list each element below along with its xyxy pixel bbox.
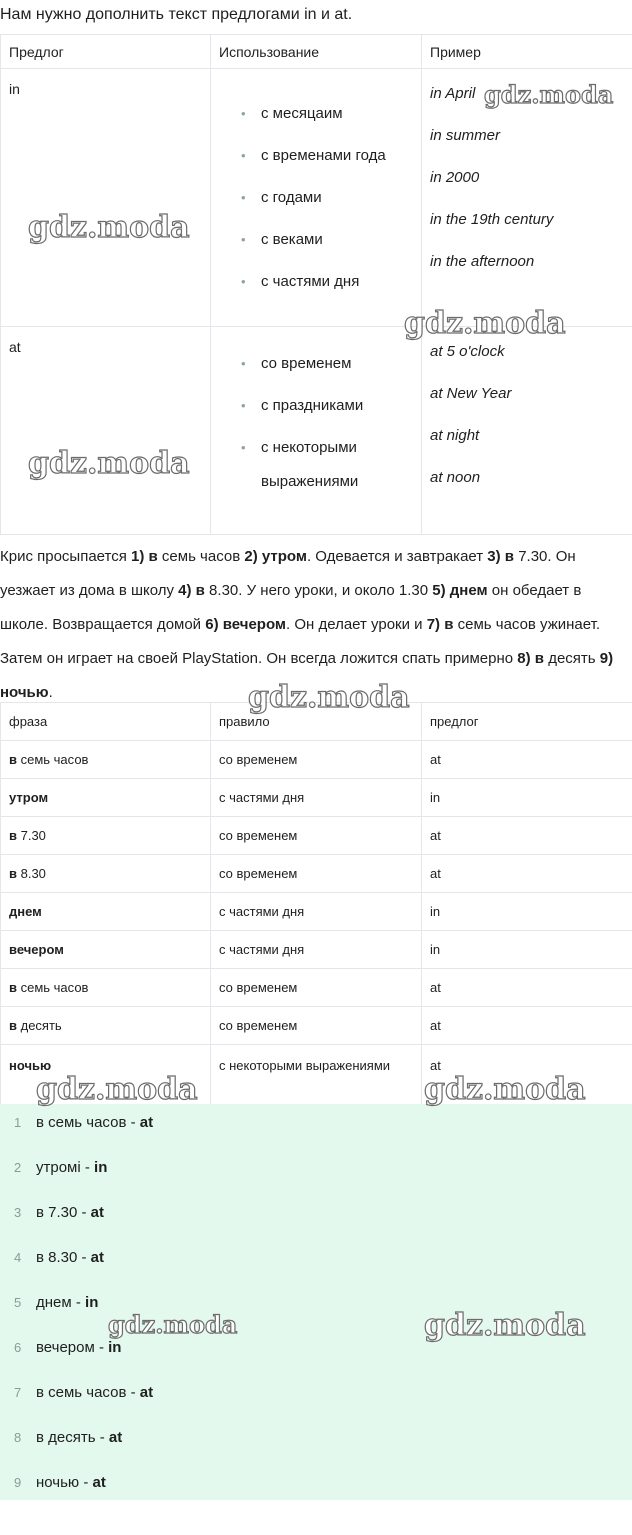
prep-cell: at (422, 1007, 632, 1045)
usage-cell (211, 327, 422, 535)
prep-cell: at (422, 741, 632, 779)
item-number: 1 (14, 1115, 22, 1130)
example-list (430, 327, 624, 509)
header-preposition: Предлог (1, 35, 211, 69)
phrase-bold: днем (9, 904, 42, 919)
list-item: • с некоторыми выражениями (241, 431, 413, 503)
item-number: 3 (14, 1205, 22, 1220)
answer-text (36, 1194, 104, 1232)
paragraph-text: 8.30. У него уроки, и около 1.30 (204, 582, 433, 599)
list-item (0, 1149, 632, 1194)
example-item: in summer (430, 127, 501, 144)
answer-phrase: в семь часов - (36, 1384, 140, 1401)
item-number: 7 (14, 1385, 22, 1400)
answer-marker: 9) ночью (0, 650, 614, 701)
phrase-cell (1, 817, 211, 855)
answer-preposition: at (139, 1114, 154, 1131)
answer-phrase: в 7.30 - (36, 1204, 91, 1221)
phrase-cell (1, 855, 211, 893)
answer-preposition: in (94, 1159, 108, 1176)
phrase-cell (1, 741, 211, 779)
answer-text (36, 1464, 106, 1502)
phrase-cell (1, 779, 211, 817)
example-item: at 5 o'clock (430, 343, 505, 360)
watermark: gdz.moda (28, 210, 190, 245)
rule-cell: с частями дня (211, 893, 422, 931)
answer-preposition: at (90, 1204, 105, 1221)
table-row (1, 779, 632, 817)
rule-cell: с частями дня (211, 931, 422, 969)
phrase-bold: ночью (9, 1058, 52, 1073)
table-row (1, 931, 632, 969)
answer-text (36, 1149, 107, 1187)
example-item: in the afternoon (430, 253, 535, 270)
rule-cell: со временем (211, 855, 422, 893)
watermark: gdz.moda (28, 446, 190, 481)
answer-text (36, 1239, 104, 1277)
analysis-table (0, 702, 632, 1105)
prep-cell: at (422, 817, 632, 855)
phrase-rest: 8.30 (17, 866, 46, 881)
rule-cell: со временем (211, 1007, 422, 1045)
usage-list (219, 327, 413, 503)
answer-phrase: вечером - (36, 1339, 109, 1356)
table-row (1, 855, 632, 893)
prep-cell: in (422, 779, 632, 817)
list-item: • с временами года (241, 139, 413, 181)
header-example: Пример (422, 35, 632, 69)
usage-list (219, 69, 413, 307)
list-item (0, 1374, 632, 1419)
list-item (0, 1194, 632, 1239)
phrase-bold: в (9, 828, 17, 843)
item-number: 5 (14, 1295, 22, 1310)
answer-marker: 7) в (426, 616, 454, 633)
paragraph-text: . Он делает уроки и (286, 616, 427, 633)
answer-preposition: at (92, 1474, 106, 1491)
answers-list (0, 1104, 632, 1509)
answer-text (36, 1284, 98, 1322)
phrase-rest: десять (17, 1018, 62, 1033)
rule-cell: со временем (211, 969, 422, 1007)
list-item: • с месяцаим (241, 97, 413, 139)
example-item: in 2000 (430, 169, 480, 186)
paragraph-text: 7.30. Он уезжает из дома в школу (0, 548, 576, 599)
table-row (1, 1007, 632, 1045)
list-item: • со временем (241, 347, 413, 389)
answer-text (36, 1419, 122, 1457)
phrase-cell (1, 931, 211, 969)
answer-marker: 2) утром (244, 548, 307, 565)
answer-preposition: in (108, 1339, 122, 1356)
example-item: in the 19th century (430, 211, 554, 228)
item-number: 6 (14, 1340, 22, 1355)
example-cell (422, 327, 632, 535)
answer-phrase: утромі - (36, 1159, 95, 1176)
table-row (1, 817, 632, 855)
item-number: 8 (14, 1430, 22, 1445)
answer-marker: 4) в (178, 582, 205, 599)
paragraph-text: семь часов ужинает. Затем он играет на своей PlayStation. Он всегда ложится спать примерно (0, 616, 600, 667)
list-item: • с частями дня (241, 265, 413, 307)
watermark: gdz.moda (424, 1072, 586, 1107)
phrase-cell (1, 969, 211, 1007)
answer-marker: 6) вечером (205, 616, 287, 633)
header-usage: Использование (211, 35, 422, 69)
prep-cell: at (422, 1045, 632, 1105)
table-row (1, 969, 632, 1007)
example-item: at noon (430, 469, 481, 486)
answer-preposition: at (139, 1384, 154, 1401)
list-item: • с праздниками (241, 389, 413, 431)
paragraph-text: . Одевается и завтракает (306, 548, 488, 565)
phrase-rest: семь часов (17, 980, 89, 995)
prep-cell: at (422, 855, 632, 893)
list-item: • с веками (241, 223, 413, 265)
item-number: 9 (14, 1475, 22, 1490)
watermark: gdz.moda (36, 1072, 198, 1107)
table-row (1, 741, 632, 779)
paragraph-text: он обедает в школе. Возвращается домой (0, 582, 582, 633)
answer-text (36, 1104, 153, 1142)
table-row (1, 893, 632, 931)
intro-text: Нам нужно дополнить текст предлогами in и at. (0, 6, 353, 23)
paragraph-text: Крис просыпается (0, 548, 132, 565)
usage-cell (211, 69, 422, 327)
rule-cell: со временем (211, 817, 422, 855)
item-number: 2 (14, 1160, 22, 1175)
answer-marker: 8) в (517, 650, 545, 667)
example-item: in April (430, 85, 476, 102)
rule-cell: со временем (211, 741, 422, 779)
answer-phrase: днем - (36, 1294, 86, 1311)
phrase-rest: семь часов (17, 752, 89, 767)
watermark: gdz.moda (108, 1310, 238, 1339)
phrase-cell (1, 893, 211, 931)
watermark: gdz.moda (484, 80, 614, 109)
preposition-cell: at (1, 327, 211, 535)
paragraph-text: десять (544, 650, 600, 667)
list-item (0, 1464, 632, 1509)
answer-preposition: at (90, 1249, 105, 1266)
watermark: gdz.moda (404, 306, 566, 341)
example-item: at New Year (430, 385, 512, 402)
example-item: at night (430, 427, 480, 444)
phrase-bold: вечером (9, 942, 64, 957)
header-prep: предлог (422, 703, 632, 741)
table-row-at (1, 327, 632, 535)
phrase-cell (1, 1007, 211, 1045)
table-header-row (1, 35, 632, 69)
list-item (0, 1104, 632, 1149)
answer-marker: 3) в (487, 548, 515, 565)
answer-phrase: в семь часов - (36, 1114, 140, 1131)
phrase-bold: в (9, 866, 17, 881)
phrase-bold: в (9, 752, 17, 767)
preposition-cell: in (1, 69, 211, 327)
phrase-bold: в (9, 1018, 17, 1033)
answer-preposition: in (85, 1294, 99, 1311)
item-number: 4 (14, 1250, 22, 1265)
prep-cell: at (422, 969, 632, 1007)
prep-cell: in (422, 931, 632, 969)
answer-marker: 5) днем (432, 582, 488, 599)
phrase-rest: 7.30 (17, 828, 46, 843)
list-item (0, 1419, 632, 1464)
answers-block (0, 1104, 632, 1500)
prep-cell: in (422, 893, 632, 931)
answer-preposition: at (108, 1429, 123, 1446)
answer-text (36, 1374, 153, 1412)
answer-phrase: в 8.30 - (36, 1249, 91, 1266)
watermark: gdz.moda (248, 680, 410, 715)
answer-phrase: ночью - (36, 1474, 93, 1491)
answer-marker: 1) в (131, 548, 158, 565)
watermark: gdz.moda (424, 1308, 586, 1343)
rule-cell: с некоторыми выражениями (211, 1045, 422, 1105)
header-rule: правило (211, 703, 422, 741)
phrase-bold: утром (9, 790, 49, 805)
paragraph-text: . (48, 684, 53, 701)
header-phrase: фраза (1, 703, 211, 741)
paragraph-text: семь часов (157, 548, 245, 565)
answer-phrase: в десять - (36, 1429, 109, 1446)
phrase-bold: в (9, 980, 17, 995)
rule-cell: с частями дня (211, 779, 422, 817)
list-item: • с годами (241, 181, 413, 223)
list-item (0, 1239, 632, 1284)
